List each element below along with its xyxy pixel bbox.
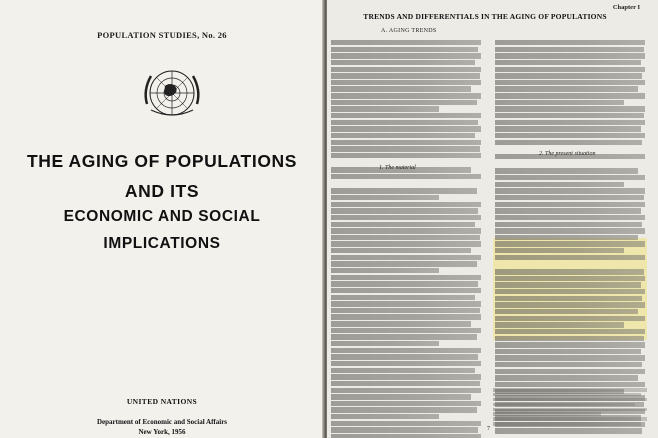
text-line [331, 153, 481, 158]
text-line [331, 275, 481, 280]
text-line [331, 106, 439, 111]
text-line [495, 133, 645, 138]
text-line [331, 255, 481, 260]
text-line [331, 427, 478, 432]
text-line [331, 100, 477, 105]
chapter-page [327, 0, 658, 438]
text-line [495, 140, 642, 145]
text-line [331, 421, 481, 426]
text-line [495, 80, 645, 85]
text-line [495, 289, 645, 294]
text-line [495, 316, 645, 321]
text-line [331, 202, 481, 207]
text-line [495, 202, 645, 207]
text-line [493, 388, 647, 392]
text-line [495, 53, 645, 58]
text-column-left [331, 40, 481, 438]
chapter-label: Chapter I [612, 4, 640, 11]
text-line [331, 53, 481, 58]
text-line [331, 434, 481, 438]
subsection-heading-material: 1. The material [379, 165, 416, 171]
text-line [495, 100, 624, 105]
text-line [331, 248, 471, 253]
text-line [493, 422, 641, 426]
text-line [495, 269, 644, 274]
text-line [495, 322, 624, 327]
text-line [331, 215, 481, 220]
book-title-line-3: ECONOMIC AND SOCIAL [63, 208, 261, 225]
text-line [495, 342, 645, 347]
publisher-name: UNITED NATIONS [126, 397, 198, 406]
text-line [495, 309, 638, 314]
text-line [495, 126, 641, 131]
text-line [331, 314, 481, 319]
text-line [331, 120, 478, 125]
text-line [331, 133, 475, 138]
text-line [495, 195, 644, 200]
text-line [331, 40, 481, 45]
text-line [331, 361, 481, 366]
text-line [331, 188, 477, 193]
text-line [331, 414, 439, 419]
text-line [493, 398, 647, 402]
text-line [331, 348, 481, 353]
text-line [331, 195, 439, 200]
text-line [331, 73, 480, 78]
text-line [495, 336, 644, 341]
text-line [331, 321, 471, 326]
text-line [495, 67, 645, 72]
text-line [331, 67, 481, 72]
text-line [331, 341, 439, 346]
text-line [331, 407, 477, 412]
text-line [493, 408, 647, 412]
text-line [495, 106, 645, 111]
chapter-title: TRENDS AND DIFFERENTIALS IN THE AGING OF POPULATIONS [363, 12, 607, 21]
series-label: POPULATION STUDIES, No. 26 [97, 30, 227, 40]
text-line [495, 175, 645, 180]
text-line [331, 374, 481, 379]
text-line [495, 40, 645, 45]
title-page [0, 0, 324, 438]
text-line [493, 403, 635, 407]
text-line [331, 288, 481, 293]
text-line [493, 417, 647, 421]
text-line [331, 334, 477, 339]
text-line [331, 261, 477, 266]
text-line [331, 281, 478, 286]
text-line [495, 86, 638, 91]
text-line [495, 47, 644, 52]
text-line [331, 93, 481, 98]
text-line [331, 80, 481, 85]
section-heading: A. AGING TRENDS [381, 28, 437, 34]
text-line [495, 369, 645, 374]
text-line [331, 381, 480, 386]
book-title-line-2: AND ITS [124, 181, 200, 201]
text-line [331, 401, 481, 406]
subsection-heading-present: 2. The present situation [539, 151, 596, 157]
text-line [495, 296, 642, 301]
text-line [495, 282, 641, 287]
text-line [495, 120, 645, 125]
text-line [331, 241, 481, 246]
text-line [331, 208, 478, 213]
page-number: 7 [487, 426, 490, 432]
text-line [331, 140, 481, 145]
text-line [331, 60, 475, 65]
text-line [495, 362, 642, 367]
text-line [331, 86, 471, 91]
text-line [331, 47, 478, 52]
text-line [493, 393, 641, 397]
text-line [331, 301, 481, 306]
text-line [331, 354, 478, 359]
text-line [331, 235, 480, 240]
text-line [331, 228, 481, 233]
text-line [495, 302, 645, 307]
text-line [495, 276, 645, 281]
text-line [495, 329, 645, 334]
text-line [493, 412, 601, 416]
text-line [495, 428, 642, 433]
text-line [495, 113, 644, 118]
un-emblem-icon [141, 64, 203, 122]
text-line [331, 126, 481, 131]
text-line [495, 60, 641, 65]
text-line [331, 113, 481, 118]
text-line [331, 146, 480, 151]
text-line [495, 355, 645, 360]
text-line [331, 328, 481, 333]
text-line [331, 174, 481, 179]
text-line [495, 235, 638, 240]
text-line [495, 168, 638, 173]
text-line [331, 222, 475, 227]
text-line [495, 215, 645, 220]
text-line [495, 93, 645, 98]
text-line [331, 268, 439, 273]
publication-place-year: New York, 1956 [138, 428, 186, 436]
text-line [495, 241, 645, 246]
text-line [495, 188, 645, 193]
book-title-line-4: IMPLICATIONS [103, 235, 221, 252]
department-name: Department of Economic and Social Affairs [96, 418, 228, 426]
text-line [331, 388, 481, 393]
text-line [495, 222, 642, 227]
footnotes [493, 388, 647, 427]
text-line [495, 375, 638, 380]
text-line [495, 248, 624, 253]
text-line [331, 295, 475, 300]
book-title-line-1: THE AGING OF POPULATIONS [26, 151, 298, 171]
text-line [331, 368, 475, 373]
text-line [495, 382, 645, 387]
text-line [331, 308, 480, 313]
text-line [495, 349, 641, 354]
text-line [495, 208, 641, 213]
text-line [495, 255, 645, 260]
text-line [331, 394, 471, 399]
text-line [495, 182, 624, 187]
text-line [495, 73, 642, 78]
text-column-right [495, 40, 645, 435]
text-line [495, 228, 645, 233]
